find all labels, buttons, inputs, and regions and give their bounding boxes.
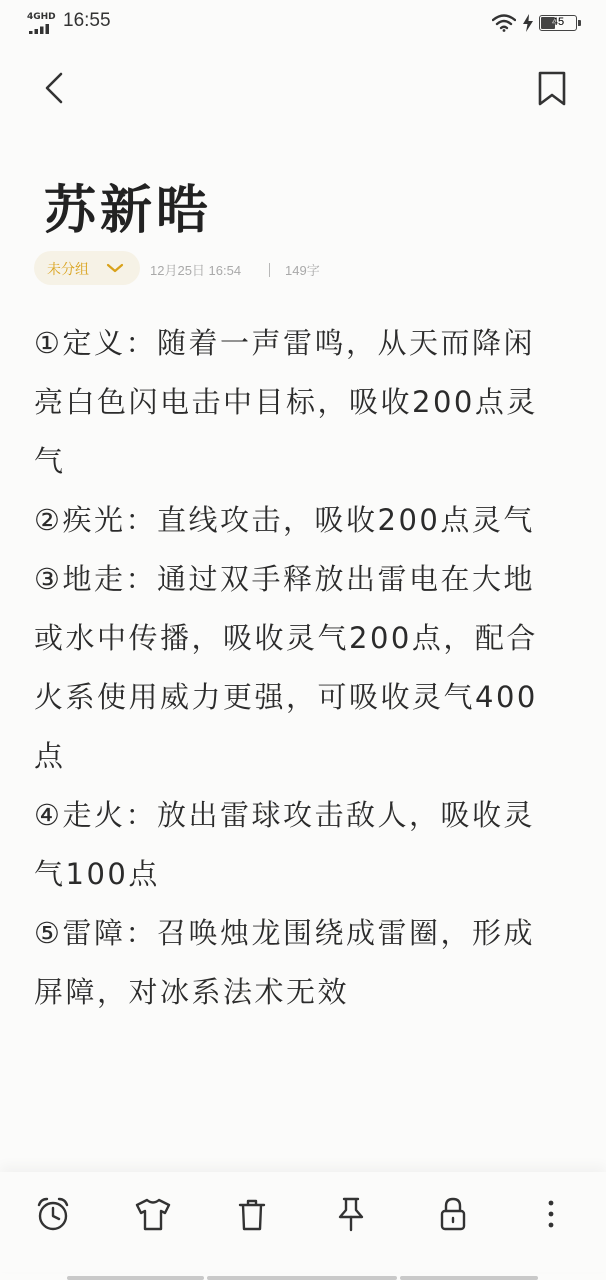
wifi-icon — [492, 14, 516, 32]
chevron-down-icon — [106, 262, 124, 274]
meta-divider — [269, 263, 270, 277]
chevron-left-icon — [36, 66, 76, 110]
note-line: 亮白色闪电击中目标，吸收200点灵 — [34, 385, 538, 419]
more-button[interactable] — [531, 1194, 571, 1234]
more-vertical-icon — [531, 1194, 571, 1234]
lock-icon — [433, 1194, 473, 1234]
note-title[interactable]: 苏新晧 — [44, 180, 213, 241]
lock-button[interactable] — [433, 1194, 473, 1234]
note-line: 或水中传播，吸收灵气200点，配合 — [34, 621, 538, 655]
back-button[interactable] — [36, 66, 76, 110]
note-line: ④走火：放出雷球攻击敌人，吸收灵 — [34, 798, 535, 832]
note-line: ①定义：随着一声雷鸣，从天而降闲 — [34, 326, 535, 360]
note-body[interactable] — [34, 314, 574, 1022]
battery-percent: 45 — [551, 16, 565, 28]
pin-button[interactable] — [331, 1194, 371, 1234]
note-line: 屏障，对冰系法术无效 — [34, 975, 350, 1009]
nav-indicator-segment — [207, 1276, 397, 1280]
note-line: ⑤雷障：召唤烛龙围绕成雷圈，形成 — [34, 916, 535, 950]
note-meta — [34, 251, 594, 285]
theme-button[interactable] — [133, 1194, 173, 1234]
signal-bars-icon — [29, 24, 53, 34]
word-count: 149字 — [285, 263, 320, 278]
note-line: ③地走：通过双手释放出雷电在大地 — [34, 562, 535, 596]
note-line: 气 — [34, 444, 66, 478]
cellular-signal-icon — [27, 12, 56, 34]
alarm-clock-icon — [33, 1194, 73, 1234]
nav-indicator-segment — [400, 1276, 538, 1280]
bookmark-icon — [532, 66, 572, 110]
pin-icon — [331, 1194, 371, 1234]
reminder-button[interactable] — [33, 1194, 73, 1234]
note-date: 12月25日 16:54 — [150, 263, 242, 278]
bottom-toolbar — [0, 1172, 606, 1272]
note-line: 火系使用威力更强，可吸收灵气400 — [34, 680, 538, 714]
note-line: 点 — [34, 739, 66, 773]
group-selector[interactable] — [34, 251, 140, 285]
nav-indicator-segment — [67, 1276, 204, 1280]
delete-button[interactable] — [232, 1194, 272, 1234]
status-time: 16:55 — [63, 10, 111, 31]
status-bar — [0, 0, 606, 44]
note-line: ②疾光：直线攻击，吸收200点灵气 — [34, 503, 535, 537]
note-line: 气100点 — [34, 857, 160, 891]
bookmark-button[interactable] — [532, 66, 572, 110]
battery-icon — [539, 15, 577, 31]
shirt-icon — [133, 1194, 173, 1234]
group-label: 未分组 — [47, 262, 89, 278]
network-type-label: 4GHD — [27, 12, 56, 22]
trash-icon — [232, 1194, 272, 1234]
charging-icon — [522, 14, 534, 32]
